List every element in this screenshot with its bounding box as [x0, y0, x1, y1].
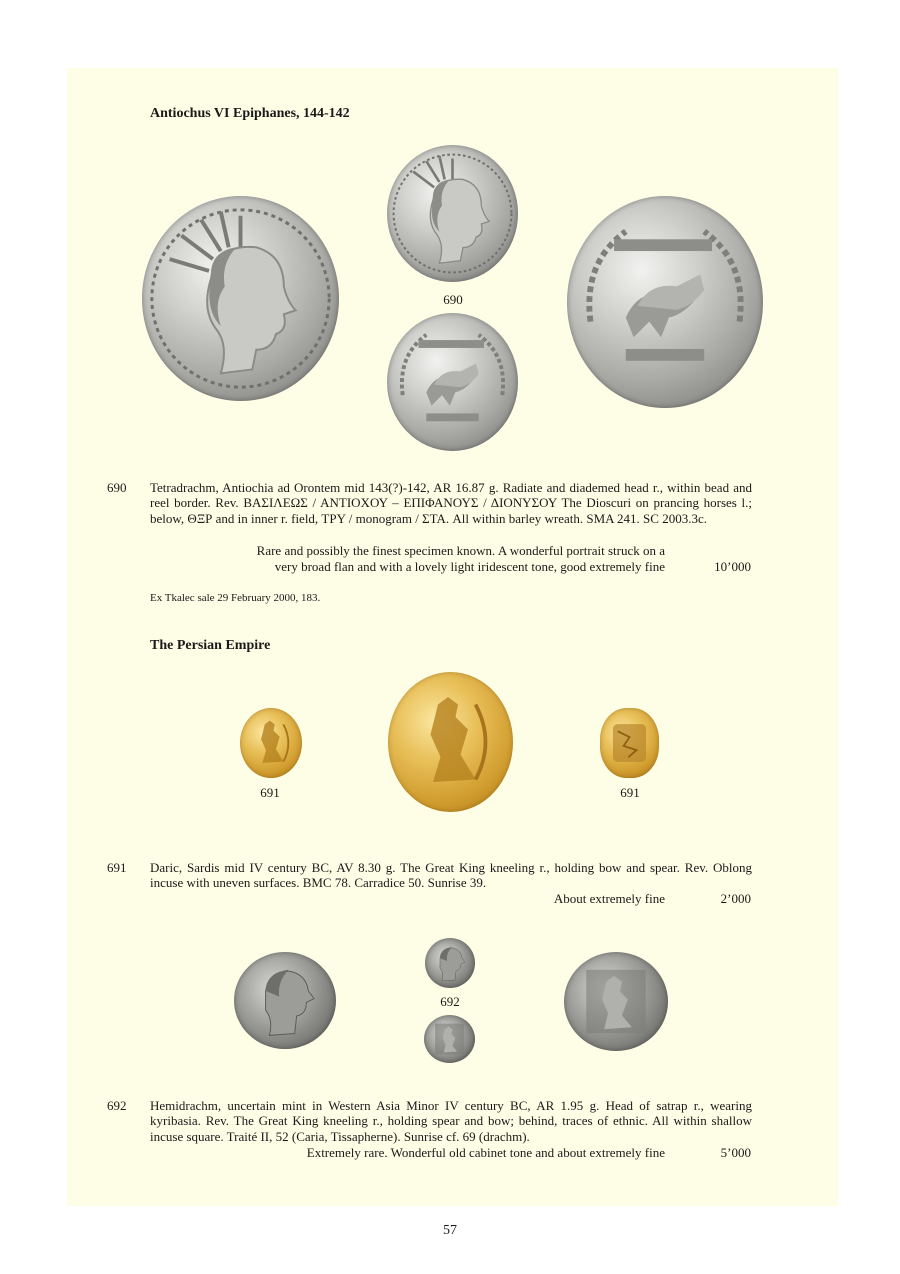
coin-691-obverse-small [240, 708, 302, 778]
coin-kneeling-king-icon [388, 672, 513, 812]
lot-691-grade: About extremely fine [553, 891, 665, 906]
coin-portrait-head-icon [387, 145, 518, 282]
lot-690-provenance: Ex Tkalec sale 29 February 2000, 183. [150, 592, 321, 604]
coin-691-obverse-large [388, 672, 513, 812]
lot-number-690: 690 [107, 480, 127, 495]
coin-690-reverse-small [387, 313, 518, 451]
coin-kneeling-king-icon [564, 952, 668, 1051]
coin-portrait-head-icon [142, 196, 339, 401]
coin-kneeling-king-icon [240, 708, 302, 778]
lot-690-grade-line2: very broad flan and with a lovely light iridescent tone, good extremely fine [274, 559, 665, 574]
section-heading-antiochus: Antiochus VI Epiphanes, 144-142 [150, 106, 350, 121]
caption-691-left: 691 [260, 785, 280, 800]
page-number: 57 [443, 1223, 457, 1238]
coin-kneeling-king-icon [424, 1015, 475, 1063]
coin-satrap-head-icon [425, 938, 475, 988]
coin-incuse-punch-icon [600, 708, 659, 778]
lot-691-description: Daric, Sardis mid IV century BC, AV 8.30 g. The Great King kneeling r., holding bow and spear. Rev. Oblong incuse with uneven surfaces. BMC 78. Carradice 50. Sunrise 39. [150, 860, 752, 891]
coin-690-obverse-small [387, 145, 518, 282]
lot-690-grade-line1: Rare and possibly the finest specimen known. A wonderful portrait struck on a [256, 543, 665, 558]
coin-dioscuri-horsemen-icon [567, 196, 763, 408]
lot-692-grade: Extremely rare. Wonderful old cabinet tone and about extremely fine [306, 1145, 665, 1160]
lot-690-estimate: 10’000 [714, 559, 751, 574]
coin-satrap-head-icon [234, 952, 336, 1049]
caption-690: 690 [443, 292, 463, 307]
section-heading-persian-empire: The Persian Empire [150, 638, 271, 653]
coin-692-obverse-small [425, 938, 475, 988]
caption-691-right: 691 [620, 785, 640, 800]
lot-690-description: Tetradrachm, Antiochia ad Orontem mid 143(?)-142, AR 16.87 g. Radiate and diademed head r., within bead and reel border. Rev. ΒΑΣΙΛΕΩΣ / ΑΝΤΙΟΧΟΥ – ΕΠΙΦΑΝΟΥΣ / ΔΙΟΝΥΣΟΥ The Dioscuri on prancing horses l.; below, ΘΞΡ and in inner r. field, ΤΡΥ / monogram / ΣΤΑ. All within barley wreath. SMA 241. SC 2003.3c. [150, 480, 752, 526]
coin-692-reverse-small [424, 1015, 475, 1063]
caption-692: 692 [440, 994, 460, 1009]
coin-692-obverse-large [234, 952, 336, 1049]
lot-number-692: 692 [107, 1098, 127, 1113]
coin-690-obverse-large [142, 196, 339, 401]
lot-691-estimate: 2’000 [720, 891, 751, 906]
lot-692-estimate: 5’000 [720, 1145, 751, 1160]
coin-692-reverse-large [564, 952, 668, 1051]
coin-691-reverse-small [600, 708, 659, 778]
lot-number-691: 691 [107, 860, 127, 875]
coin-dioscuri-horsemen-icon [387, 313, 518, 451]
lot-692-description: Hemidrachm, uncertain mint in Western Asia Minor IV century BC, AR 1.95 g. Head of satrap r., wearing kyribasia. Rev. The Great King kneeling r., holding spear and bow; behind, traces of ethnic. All within shallow incuse square. Traité II, 52 (Caria, Tissapherne). Sunrise cf. 69 (drachm). [150, 1098, 752, 1144]
coin-690-reverse-large [567, 196, 763, 408]
